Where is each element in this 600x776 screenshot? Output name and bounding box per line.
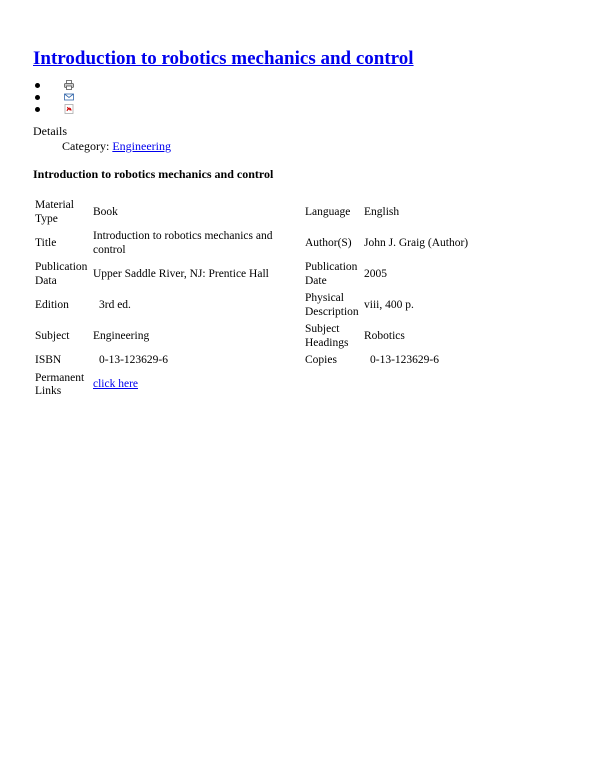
subject-headings-value: Robotics bbox=[364, 329, 405, 342]
publication-date-value: 2005 bbox=[364, 267, 387, 280]
printer-icon[interactable] bbox=[64, 80, 74, 90]
edition-cell bbox=[91, 290, 303, 321]
physical-description-value: viii, 400 p. bbox=[364, 298, 414, 311]
publication-data-value: Upper Saddle River, NJ: Prentice Hall bbox=[93, 267, 269, 280]
title-value: Introduction to robotics mechanics and control bbox=[93, 230, 273, 256]
empty-cell bbox=[303, 370, 362, 400]
record-table bbox=[33, 197, 526, 400]
isbn-label: ISBN bbox=[35, 354, 62, 367]
subject-label: Subject bbox=[35, 329, 70, 342]
table-row bbox=[33, 228, 526, 259]
copies-value: 0-13-123629-6 bbox=[370, 354, 439, 367]
edition-value: 3rd ed. bbox=[99, 298, 131, 311]
icon-list-item-email bbox=[51, 92, 573, 104]
permanent-link[interactable]: click here bbox=[93, 378, 139, 391]
email-icon[interactable] bbox=[64, 92, 74, 102]
permanent-links-cell bbox=[91, 370, 303, 400]
material-type-label: Material Type bbox=[35, 199, 74, 225]
title-label: Title bbox=[35, 236, 57, 249]
physical-description-label: Physical Description bbox=[305, 292, 359, 318]
details-label: Details bbox=[33, 124, 67, 138]
icon-list-item-print bbox=[51, 80, 573, 92]
category-row bbox=[62, 139, 573, 153]
authors-value: John J. Graig (Author) bbox=[364, 236, 469, 249]
pdf-icon[interactable] bbox=[64, 104, 74, 114]
empty-cell bbox=[362, 370, 526, 400]
subject-value: Engineering bbox=[93, 329, 150, 342]
isbn-cell bbox=[91, 352, 303, 370]
table-row bbox=[33, 321, 526, 352]
edition-label: Edition bbox=[35, 298, 69, 311]
page-title-link[interactable]: Introduction to robotics mechanics and control bbox=[33, 48, 414, 69]
language-label: Language bbox=[305, 205, 351, 218]
copies-label: Copies bbox=[305, 354, 337, 367]
publication-date-label: Publication Date bbox=[305, 261, 358, 287]
category-label: Category: bbox=[62, 139, 110, 153]
table-row bbox=[33, 290, 526, 321]
table-row bbox=[33, 197, 526, 228]
isbn-value: 0-13-123629-6 bbox=[99, 354, 168, 367]
icon-list bbox=[33, 80, 573, 116]
icon-list-item-pdf bbox=[51, 104, 573, 116]
permanent-links-label: Permanent Links bbox=[35, 371, 85, 397]
record-heading: Introduction to robotics mechanics and control bbox=[33, 167, 274, 181]
table-row bbox=[33, 352, 526, 370]
table-row bbox=[33, 370, 526, 400]
copies-cell bbox=[362, 352, 526, 370]
publication-data-label: Publication Data bbox=[35, 261, 88, 287]
subject-headings-label: Subject Headings bbox=[305, 323, 349, 349]
authors-label: Author(S) bbox=[305, 236, 352, 249]
category-link[interactable]: Engineering bbox=[112, 139, 171, 153]
material-type-value: Book bbox=[93, 205, 118, 218]
language-value: English bbox=[364, 205, 400, 218]
page bbox=[33, 48, 573, 400]
table-row bbox=[33, 259, 526, 290]
